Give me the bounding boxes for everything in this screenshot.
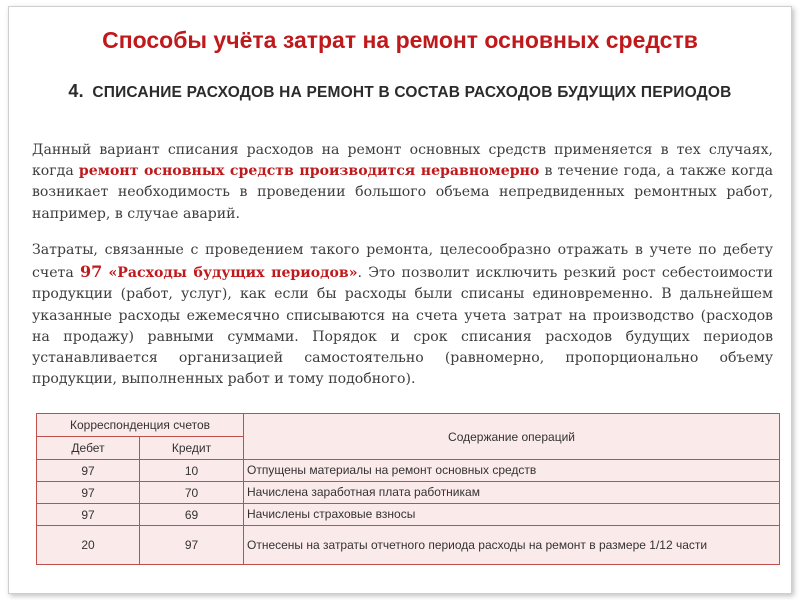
section-number: 4. [68, 81, 84, 101]
slide [8, 6, 792, 594]
section-subtitle-text: СПИСАНИЕ РАСХОДОВ НА РЕМОНТ В СОСТАВ РАСХОДОВ БУДУЩИХ ПЕРИОДОВ [92, 84, 732, 101]
paragraph-2-after: . Это позволит исключить резкий рост себестоимости продукции (работ, услуг), как если бы расходы были списаны единовременно. В дальнейшем указанные расходы ежемесячно списываются на счета учета затрат на производство (расходов на продажу) равными суммами. Порядок и срок списания расходов будущих периодов устанавливается организацией самостоятельно (равномерно, пропорционально объему продукции, выполненных работ и тому подобного). [32, 265, 773, 388]
cell-credit: 69 [140, 504, 244, 526]
cell-credit: 10 [140, 460, 244, 482]
cell-debit: 97 [37, 460, 140, 482]
table-row [37, 526, 780, 565]
table-row [37, 482, 780, 504]
header-correspondence: Корреспонденция счетов [37, 414, 244, 437]
cell-debit: 97 [37, 504, 140, 526]
paragraph-1-after: в течение года, а также когда возникает необходимость в проведении большого объема непредвиденных ремонтных работ, например, в случае аварий. [32, 163, 773, 222]
cell-debit: 97 [37, 482, 140, 504]
cell-debit: 20 [37, 526, 140, 565]
cell-content: Начислена заработная плата работникам [244, 482, 780, 504]
cell-content: Отнесены на затраты отчетного периода расходы на ремонт в размере 1/12 части [244, 526, 780, 565]
cell-content: Начислены страховые взносы [244, 504, 780, 526]
cell-credit: 97 [140, 526, 244, 565]
table-row [37, 504, 780, 526]
paragraph-2-before: Затраты, связанные с проведением такого ремонта, целесообразно отражать в учете по дебету счета [32, 242, 773, 282]
header-credit: Кредит [140, 437, 244, 460]
account-number-highlight: 97 [79, 262, 103, 282]
operations-table [36, 413, 780, 565]
section-subtitle [49, 81, 751, 103]
header-debit: Дебет [37, 437, 140, 460]
paragraph-1-before: Данный вариант списания расходов на ремонт основных средств применяется в тех случаях, когда [32, 142, 773, 180]
paragraph-2 [32, 240, 773, 390]
header-content: Содержание операций [244, 414, 780, 460]
cell-content: Отпущены материалы на ремонт основных средств [244, 460, 780, 482]
table-row [37, 460, 780, 482]
account-name-highlight: «Расходы будущих периодов» [108, 265, 358, 282]
paragraph-1-highlight: ремонт основных средств производится неравномерно [78, 163, 540, 180]
slide-title: Способы учёта затрат на ремонт основных средств [102, 27, 698, 53]
paragraph-1 [32, 140, 773, 225]
cell-credit: 70 [140, 482, 244, 504]
